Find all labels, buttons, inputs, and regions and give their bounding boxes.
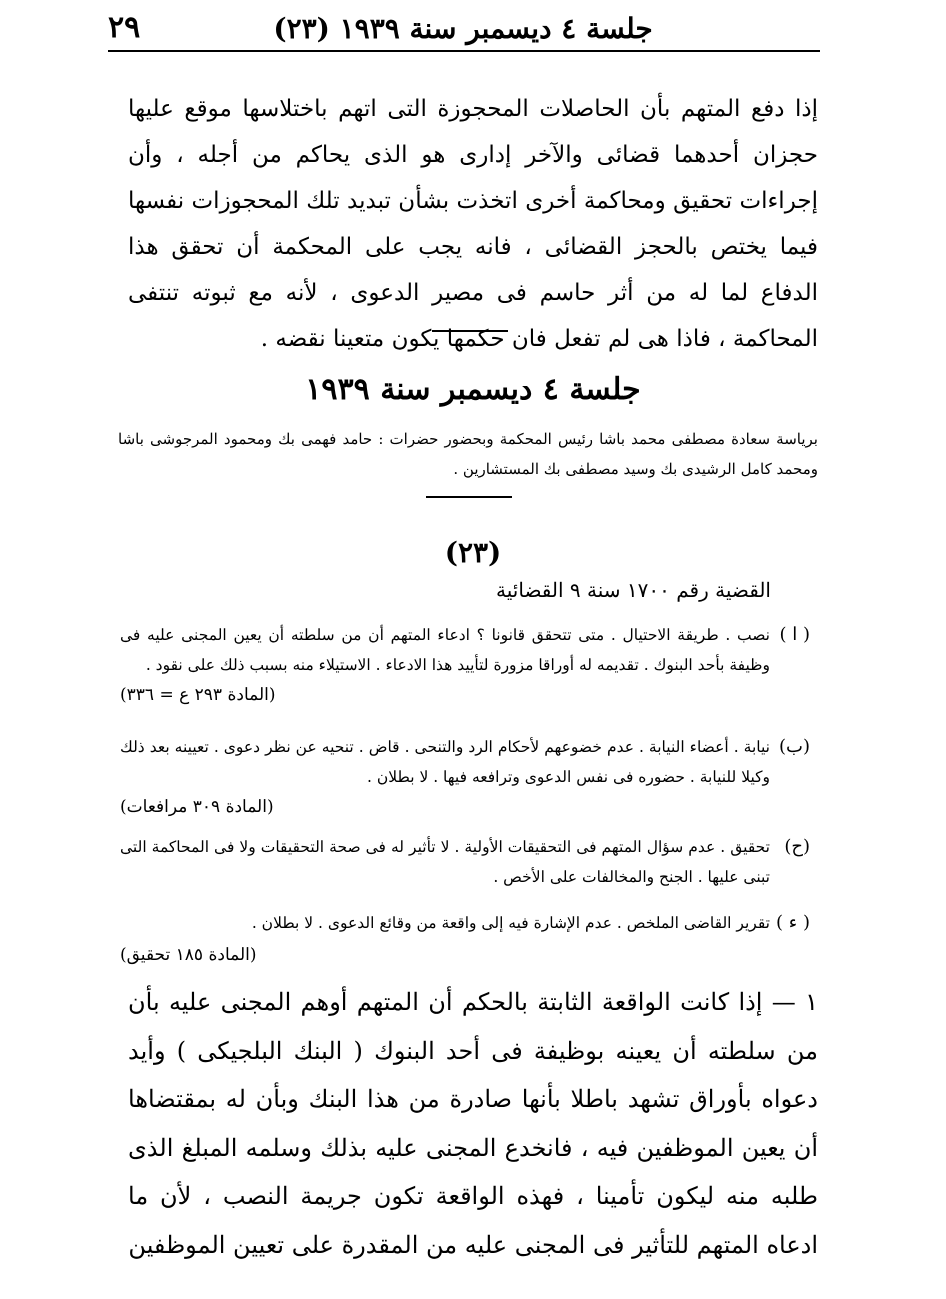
case-number: (٢٣) bbox=[444, 536, 502, 569]
headnote-mark: (ب) bbox=[779, 736, 810, 757]
running-header bbox=[108, 6, 818, 52]
running-header-title: جلسة ٤ ديسمبر سنة ١٩٣٩ (٢٣) bbox=[273, 12, 653, 45]
intro-paragraph: إذا دفع المتهم بأن الحاصلات المحجوزة التى اتهم باختلاسها موقع عليها حجزان أحدهما قضائى والآخر إدارى هو الذى يحاكم من أجله ، وأن إجراءات تحقيق ومحاكمة أخرى اتخذت بشأن تبديد تلك المحجوزات نفسها فيما يختص بالحجز القضائى ، فانه يجب على المحكمة أن تحقق هذا الدفاع لما له من أثر حاسم فى مصير الدعوى ، لأنه مع ثبوته تنتفى المحاكمة ، فاذا هى لم تفعل فان حكمها يكون متعينا نقضه . bbox=[128, 96, 818, 352]
headnote-b bbox=[120, 732, 810, 817]
headnote-ref: (المادة ٣٠٩ مرافعات) bbox=[120, 797, 274, 817]
headnote-c bbox=[120, 832, 810, 892]
headnote-text: تحقيق . عدم سؤال المتهم فى التحقيقات الأولية . لا تأثير له فى صحة التحقيقات ولا فى المحاكمة التى تبنى عليها . الجنح والمخالفات على الأخص . bbox=[120, 838, 770, 886]
headnote-mark: ( ء ) bbox=[776, 912, 810, 933]
session-title: جلسة ٤ ديسمبر سنة ١٩٣٩ bbox=[305, 372, 641, 407]
headnote-text: تقرير القاضى الملخص . عدم الإشارة فيه إلى واقعة من وقائع الدعوى . لا بطلان . bbox=[251, 914, 770, 932]
headnote-d bbox=[120, 908, 810, 965]
headnote-text: نيابة . أعضاء النيابة . عدم خضوعهم لأحكام الرد والتنحى . قاض . تنحيه عن نظر دعوى . تعيينه بعد ذلك وكيلا للنيابة . حضوره فى نفس الدعوى وترافعه فيها . لا بطلان . bbox=[120, 738, 770, 786]
headnote-mark: (ح) bbox=[784, 836, 810, 857]
presidency-line: برياسة سعادة مصطفى محمد باشا رئيس المحكمة وبحضور حضرات : حامد فهمى بك ومحمود المرجوشى باشا ومحمد كامل الرشيدى بك وسيد مصطفى بك المستشارين . bbox=[118, 430, 818, 478]
body-paragraph: ١ — إذا كانت الواقعة الثابتة بالحكم أن المتهم أوهم المجنى عليه بأن من سلطته أن يعينه بوظيفة فى أحد البنوك ( البنك البلجيكى ) وأيد دعواه بأوراق تشهد باطلا بأنها صادرة من هذا البنك وبأن له بمقتضاها أن يعين الموظفين فيه ، فانخدع المجنى عليه بذلك وسلمه المبلغ الذى طلبه منه ليكون تأمينا ، فهذه الواقعة تكون جريمة النصب ، لأن ما ادعاه المتهم للتأثير فى المجنى عليه من المقدرة على تعيين الموظفين bbox=[128, 988, 818, 1259]
headnote-ref: (المادة ١٨٥ تحقيق) bbox=[120, 945, 257, 965]
header-rule bbox=[108, 50, 820, 52]
presidency-divider bbox=[426, 496, 512, 498]
headnote-mark: ( ا ) bbox=[779, 624, 810, 645]
case-title: القضية رقم ١٧٠٠ سنة ٩ القضائية bbox=[496, 578, 771, 602]
headnote-ref: (المادة ٢٩٣ ع = ٣٣٦) bbox=[120, 685, 276, 705]
headnote-text: نصب . طريقة الاحتيال . متى تتحقق قانونا ؟ ادعاء المتهم أن من سلطته أن يعين المجنى عليه فى وظيفة بأحد البنوك . تقديمه له أوراقا مزورة لتأييد هذا الادعاء . الاستيلاء منه بسبب ذلك على نقود . bbox=[120, 626, 770, 674]
headnote-a bbox=[120, 620, 810, 705]
section-divider bbox=[432, 330, 508, 332]
page-number: ٢٩ bbox=[108, 10, 141, 45]
